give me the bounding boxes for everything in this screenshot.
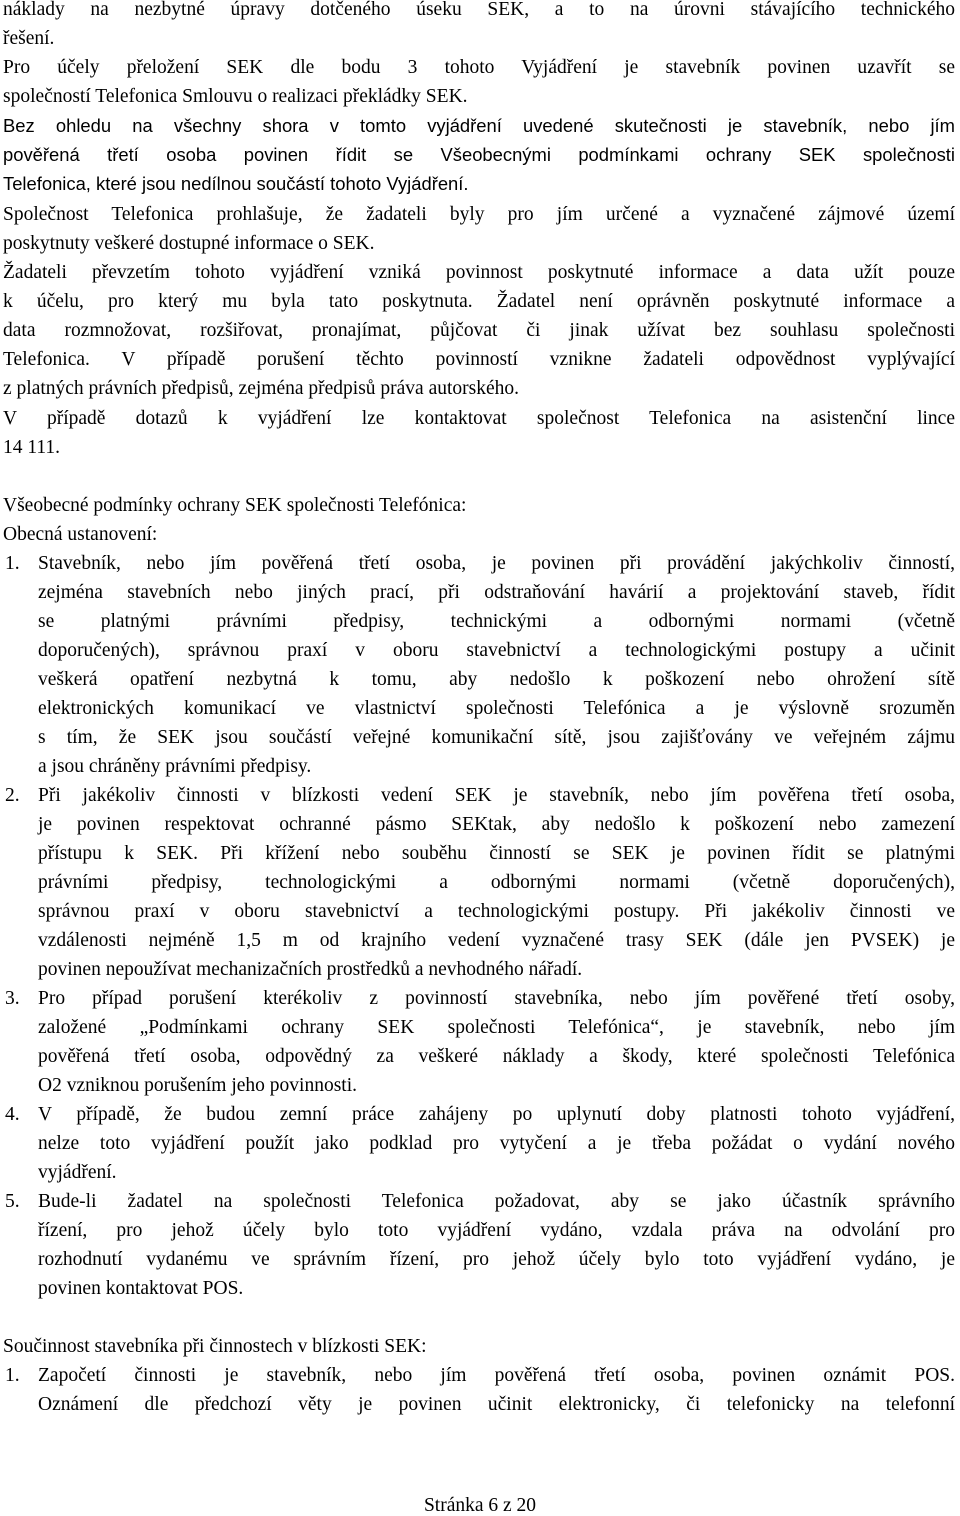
list-item-line: doporučených), správnou praxí v oboru stavebnictví a technologickými postupy a učinit	[38, 640, 955, 661]
text-line: náklady na nezbytné úpravy dotčeného úseku SEK, a to na úrovni stávajícího technického	[3, 0, 955, 20]
list-item-line: Při jakékoliv činnosti v blízkosti vedení SEK je stavebník, nebo jím pověřena třetí osoba,	[38, 785, 955, 806]
text-line: Telefonica, které jsou nedílnou součástí tohoto Vyjádření.	[3, 173, 469, 194]
section-subheading: Obecná ustanovení:	[3, 524, 158, 545]
list-item-line: řízení, pro jehož účely bylo toto vyjádření vydáno, vzdala práva na odvolání pro	[38, 1220, 955, 1241]
list-item-line: pověřená třetí osoba, odpovědný za veškeré náklady a škody, které společnosti Telefónica	[38, 1046, 955, 1067]
list-item-line: Bude-li žadatel na společnosti Telefonica požadovat, aby se jako účastník správního	[38, 1191, 955, 1212]
list-item-line: Oznámení dle předchozí věty je povinen učinit elektronicky, či telefonicky na telefonní	[38, 1394, 955, 1415]
list-item-line: veškerá opatření nezbytná k tomu, aby nedošlo k poškození nebo ohrožení sítě	[38, 669, 955, 690]
list-item-line: zejména stavebních nebo jiných prací, při odstraňování havárií a projektování staveb, řídit	[38, 582, 955, 603]
list-item-line: přístupu k SEK. Při křížení nebo souběhu činností se SEK je povinen řídit se platnými	[38, 843, 955, 864]
text-line: k účelu, pro který mu byla tato poskytnuta. Žadatel není oprávněn poskytnuté informace a	[3, 291, 955, 312]
list-item-line: a jsou chráněny právními předpisy.	[38, 756, 312, 777]
list-item-number: 4.	[5, 1104, 20, 1125]
text-line: z platných právních předpisů, zejména předpisů práva autorského.	[3, 378, 520, 399]
page-footer	[0, 1496, 960, 1516]
text-line: Společnost Telefonica prohlašuje, že žadateli byly pro jím určené a vyznačené zájmové území	[3, 204, 955, 225]
list-item-number: 3.	[5, 988, 20, 1009]
list-item-line: povinen nepoužívat mechanizačních prostředků a nevhodného nářadí.	[38, 959, 583, 980]
text-line: Bez ohledu na všechny shora v tomto vyjádření uvedené skutečnosti je stavebník, nebo jím	[3, 115, 955, 136]
text-line: poskytnuty veškeré dostupné informace o SEK.	[3, 233, 375, 254]
list-item-line: V případě, že budou zemní práce zahájeny po uplynutí doby platnosti tohoto vyjádření,	[38, 1104, 955, 1125]
list-item-line: elektronických komunikací ve vlastnictví společnosti Telefónica a je výslovně srozuměn	[38, 698, 955, 719]
text-line: Pro účely přeložení SEK dle bodu 3 tohoto Vyjádření je stavebník povinen uzavřít se	[3, 57, 955, 78]
list-item-line: právními předpisy, technologickými a odbornými normami (včetně doporučených),	[38, 872, 955, 893]
list-item-line: vzdálenosti nejméně 1,5 m od krajního vedení vyznačené trasy SEK (dále jen PVSEK) je	[38, 930, 955, 951]
list-item-line: nelze toto vyjádření použít jako podklad pro vytyčení a je třeba požádat o vydání nového	[38, 1133, 955, 1154]
list-item-number: 5.	[5, 1191, 20, 1212]
list-item-line: se platnými právními předpisy, technickými a odbornými normami (včetně	[38, 611, 955, 632]
section-heading: Všeobecné podmínky ochrany SEK společnosti Telefónica:	[3, 495, 467, 516]
text-line: společností Telefonica Smlouvu o realizaci překládky SEK.	[3, 86, 468, 107]
text-line: data rozmnožovat, rozšiřovat, pronajímat, půjčovat či jinak užívat bez souhlasu společnosti	[3, 320, 955, 341]
list-item-line: založené „Podmínkami ochrany SEK společnosti Telefónica“, je stavebník, nebo jím	[38, 1017, 955, 1038]
list-item-line: O2 vzniknou porušením jeho povinnosti.	[38, 1075, 358, 1096]
text-line: 14 111.	[3, 437, 61, 458]
list-item-line: povinen kontaktovat POS.	[38, 1278, 244, 1299]
text-line: Telefonica. V případě porušení těchto povinností vznikne žadateli odpovědnost vyplývající	[3, 349, 955, 370]
text-line: pověřená třetí osoba povinen řídit se Všeobecnými podmínkami ochrany SEK společnosti	[3, 144, 955, 165]
list-item-line: správnou praxí v oboru stavebnictví a technologickými postupy. Při jakékoliv činnosti ve	[38, 901, 955, 922]
list-item-line: rozhodnutí vydanému ve správním řízení, pro jehož účely bylo toto vyjádření vydáno, je	[38, 1249, 955, 1270]
list-item-number: 2.	[5, 785, 20, 806]
list-item-number: 1.	[5, 1365, 20, 1386]
list-item-number: 1.	[5, 553, 20, 574]
list-item-line: Stavebník, nebo jím pověřená třetí osoba, je povinen při provádění jakýchkoliv činností,	[38, 553, 955, 574]
page-number-label: Stránka 6 z 20	[423, 1495, 537, 1516]
text-line: V případě dotazů k vyjádření lze kontaktovat společnost Telefonica na asistenční lince	[3, 408, 955, 429]
list-item-line: je povinen respektovat ochranné pásmo SEKtak, aby nedošlo k poškození nebo zamezení	[38, 814, 955, 835]
list-item-line: s tím, že SEK jsou součástí veřejné komunikační sítě, jsou zajišťovány ve veřejném zájmu	[38, 727, 955, 748]
list-item-line: Započetí činnosti je stavebník, nebo jím pověřená třetí osoba, povinen oznámit POS.	[38, 1365, 955, 1386]
list-item-line: vyjádření.	[38, 1162, 117, 1183]
list-item-line: Pro případ porušení kterékoliv z povinností stavebníka, nebo jím pověřené třetí osoby,	[38, 988, 955, 1009]
text-line: Žadateli převzetím tohoto vyjádření vzniká povinnost poskytnuté informace a data užít pouze	[3, 262, 955, 283]
section-heading: Součinnost stavebníka při činnostech v blízkosti SEK:	[3, 1336, 427, 1357]
text-line: řešení.	[3, 28, 55, 49]
